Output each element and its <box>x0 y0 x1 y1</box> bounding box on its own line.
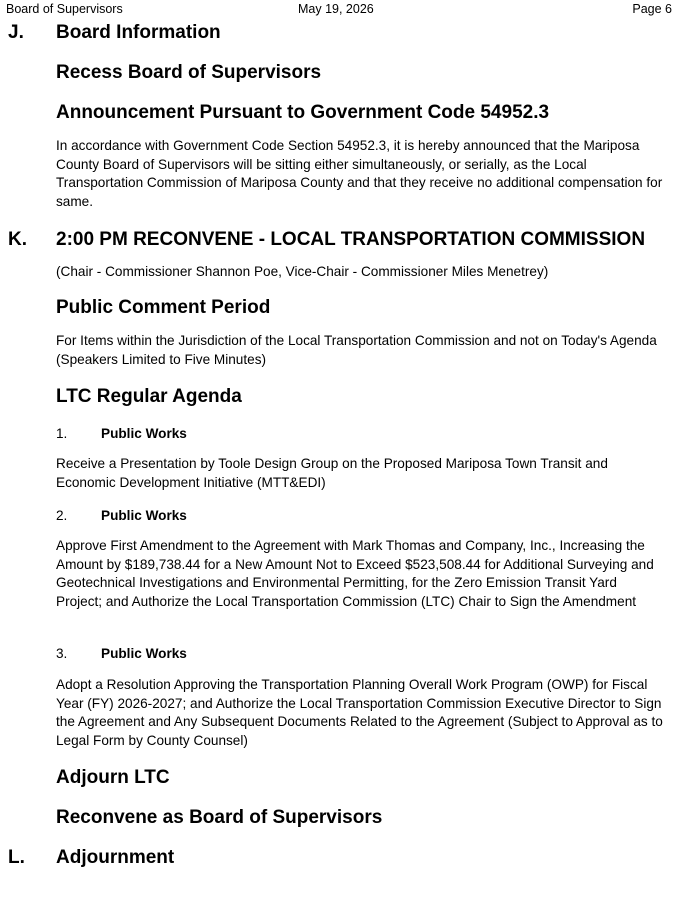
announcement-text: In accordance with Government Code Section 54952.3, it is hereby announced that the Mariposa County Board of Supervisors will be sitting either simultaneously, or serially, as the Local Transportation Commission of Mariposa County and that they receive no additional compensation for same. <box>56 138 663 210</box>
header-board-name: Board of Supervisors <box>6 2 123 16</box>
section-k-title: 2:00 PM RECONVENE - LOCAL TRANSPORTATION COMMISSION <box>56 229 646 250</box>
agenda-item-department: Public Works <box>101 426 187 441</box>
chair-text: (Chair - Commissioner Shannon Poe, Vice-Chair - Commissioner Miles Menetrey) <box>56 264 549 279</box>
section-j-title: Board Information <box>56 22 221 43</box>
page-header <box>6 2 672 18</box>
section-k-letter: K. <box>8 229 27 250</box>
header-page-number: Page 6 <box>632 2 672 16</box>
agenda-item-text: Receive a Presentation by Toole Design Group on the Proposed Mariposa Town Transit and Economic Development Initiative (MTT&EDI) <box>56 456 608 490</box>
agenda-item-number: 2. <box>56 508 68 523</box>
reconvene-board-heading: Reconvene as Board of Supervisors <box>56 807 383 828</box>
header-date: May 19, 2026 <box>298 2 374 16</box>
regular-agenda-heading: LTC Regular Agenda <box>56 386 242 407</box>
adjourn-ltc-heading: Adjourn LTC <box>56 767 170 788</box>
section-j-letter: J. <box>8 22 24 43</box>
agenda-item-department: Public Works <box>101 646 187 661</box>
section-l-letter: L. <box>8 847 25 868</box>
announcement-heading: Announcement Pursuant to Government Code 54952.3 <box>56 102 550 123</box>
recess-heading: Recess Board of Supervisors <box>56 62 322 83</box>
agenda-item-text: Approve First Amendment to the Agreement with Mark Thomas and Company, Inc., Increasing the Amount by $189,738.44 for a New Amount Not to Exceed $523,508.44 for Additional Surveying and Geotechnical Investigations and Environmental Permitting, for the Zero Emission Transit Yard Project; and Authorize the Local Transportation Commission (LTC) Chair to Sign the Amendment <box>56 538 654 610</box>
public-comment-heading: Public Comment Period <box>56 297 271 318</box>
agenda-item-number: 1. <box>56 426 68 441</box>
section-l-title: Adjournment <box>56 847 175 868</box>
agenda-item-number: 3. <box>56 646 68 661</box>
public-comment-text: For Items within the Jurisdiction of the Local Transportation Commission and not on Today's Agenda (Speakers Limited to Five Minutes) <box>56 333 657 367</box>
agenda-item-department: Public Works <box>101 508 187 523</box>
agenda-item-text: Adopt a Resolution Approving the Transportation Planning Overall Work Program (OWP) for Fiscal Year (FY) 2026-2027; and Authorize the Local Transportation Commission Executive Director to Sign the Agreement and Any Subsequent Documents Related to the Agreement (Subject to Approval as to Legal Form by County Counsel) <box>56 677 663 749</box>
